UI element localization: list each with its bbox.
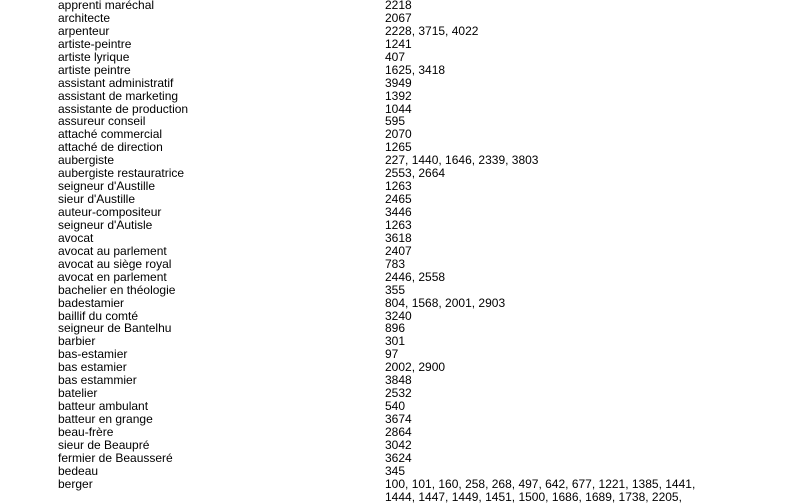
reference-numbers: 100, 101, 160, 258, 268, 497, 642, 677, 1221, 1385, 1441, (385, 476, 696, 491)
index-row (58, 322, 778, 335)
index-row (58, 90, 778, 103)
index-row (58, 245, 778, 258)
index-row (58, 426, 778, 439)
reference-numbers: 1044 (385, 101, 412, 116)
index-row (58, 271, 778, 284)
reference-numbers: 3674 (385, 412, 412, 426)
occupation-term: sieur d'Austille (58, 192, 135, 207)
occupation-term: bas estamier (58, 360, 127, 375)
index-row (58, 452, 778, 465)
reference-numbers: 1265 (385, 140, 412, 155)
reference-numbers: 2218 (385, 0, 412, 12)
occupation-term: badestamier (58, 295, 125, 310)
reference-numbers: 783 (385, 256, 406, 271)
index-row (58, 219, 778, 232)
reference-numbers: 2465 (385, 192, 412, 207)
index-row (58, 476, 778, 504)
occupation-term: batelier (58, 386, 98, 401)
occupation-term: fermier de Beausseré (58, 450, 173, 465)
occupation-term: aubergiste (58, 153, 115, 168)
reference-numbers: 301 (385, 334, 406, 349)
occupation-term: avocat au siège royal (58, 256, 172, 271)
occupation-term: aubergiste restauratrice (58, 166, 185, 181)
reference-numbers: 3624 (385, 450, 412, 465)
index-row (58, 284, 778, 297)
occupation-term: seigneur de Bantelhu (58, 321, 172, 336)
index-row (58, 103, 778, 116)
index-row (58, 51, 778, 64)
reference-numbers: 804, 1568, 2001, 2903 (385, 295, 506, 310)
index-row (58, 400, 778, 413)
reference-numbers-continued: 1444, 1447, 1449, 1451, 1500, 1686, 1689, 1738, 2205, (385, 489, 682, 504)
reference-numbers: 355 (385, 282, 406, 297)
index-row (58, 12, 778, 25)
index-row (58, 193, 778, 206)
reference-numbers: 540 (385, 399, 406, 414)
occupation-term: barbier (58, 334, 96, 349)
index-row (58, 128, 778, 141)
reference-numbers: 2070 (385, 127, 412, 142)
reference-numbers: 1241 (385, 36, 412, 51)
reference-numbers: 407 (385, 49, 406, 64)
occupation-term: sieur de Beaupré (58, 437, 150, 452)
occupation-term: arpenteur (58, 23, 110, 38)
index-row (58, 374, 778, 387)
index-row (58, 206, 778, 219)
reference-numbers: 3848 (385, 373, 412, 388)
reference-numbers: 2532 (385, 386, 412, 401)
index-row (58, 64, 778, 77)
reference-numbers: 896 (385, 321, 406, 336)
index-row (58, 180, 778, 193)
occupation-term: assistant de marketing (58, 88, 179, 103)
occupation-term: seigneur d'Autisle (58, 217, 153, 232)
occupation-term: bachelier en théologie (58, 282, 176, 297)
occupation-term: batteur ambulant (58, 399, 149, 414)
reference-numbers: 2228, 3715, 4022 (385, 23, 479, 38)
occupation-term: assistant administratif (58, 75, 174, 90)
index-row (58, 361, 778, 374)
index-row (58, 335, 778, 348)
index-row (58, 115, 778, 128)
occupation-term: attaché commercial (58, 127, 163, 142)
index-row (58, 0, 778, 12)
index-row (58, 413, 778, 426)
occupation-term: assureur conseil (58, 114, 146, 129)
reference-numbers: 1263 (385, 179, 412, 194)
reference-numbers: 2002, 2900 (385, 360, 446, 375)
occupation-term: beau-frère (58, 424, 114, 439)
occupation-term: assistante de production (58, 101, 189, 116)
occupation-term: bedeau (58, 463, 99, 478)
reference-numbers: 3042 (385, 437, 412, 452)
reference-numbers: 3618 (385, 230, 412, 245)
occupation-term: avocat en parlement (58, 269, 167, 284)
occupation-index (58, 0, 778, 504)
index-row (58, 465, 778, 478)
reference-numbers: 2067 (385, 10, 412, 25)
occupation-term: artiste-peintre (58, 36, 132, 51)
index-row (58, 25, 778, 38)
index-row (58, 387, 778, 400)
occupation-term: avocat au parlement (58, 243, 167, 258)
occupation-term: auteur-compositeur (58, 205, 162, 219)
index-row (58, 77, 778, 90)
index-row (58, 297, 778, 310)
reference-numbers: 3240 (385, 308, 412, 323)
occupation-term: artiste lyrique (58, 49, 130, 64)
reference-numbers: 1263 (385, 217, 412, 232)
reference-numbers: 2553, 2664 (385, 166, 446, 181)
occupation-term: avocat (58, 230, 94, 245)
occupation-term: bas-estamier (58, 347, 128, 362)
occupation-term: architecte (58, 10, 111, 25)
occupation-term: attaché de direction (58, 140, 163, 155)
index-row (58, 439, 778, 452)
reference-numbers: 3949 (385, 75, 412, 90)
reference-numbers: 595 (385, 114, 406, 129)
index-row (58, 258, 778, 271)
reference-numbers: 1625, 3418 (385, 62, 446, 77)
reference-numbers: 3446 (385, 205, 412, 219)
reference-numbers: 1392 (385, 88, 412, 103)
index-row (58, 38, 778, 51)
index-row (58, 167, 778, 180)
occupation-term: seigneur d'Austille (58, 179, 156, 194)
occupation-term: artiste peintre (58, 62, 131, 77)
reference-numbers: 97 (385, 347, 399, 362)
reference-numbers: 2407 (385, 243, 412, 258)
occupation-term: apprenti maréchal (58, 0, 155, 12)
reference-numbers: 345 (385, 463, 406, 478)
occupation-term: baillif du comté (58, 308, 139, 323)
index-row (58, 232, 778, 245)
reference-numbers: 227, 1440, 1646, 2339, 3803 (385, 153, 539, 168)
occupation-term: berger (58, 476, 93, 491)
reference-numbers: 2864 (385, 424, 412, 439)
occupation-term: bas estammier (58, 373, 137, 388)
reference-numbers: 2446, 2558 (385, 269, 446, 284)
occupation-term: batteur en grange (58, 412, 153, 426)
